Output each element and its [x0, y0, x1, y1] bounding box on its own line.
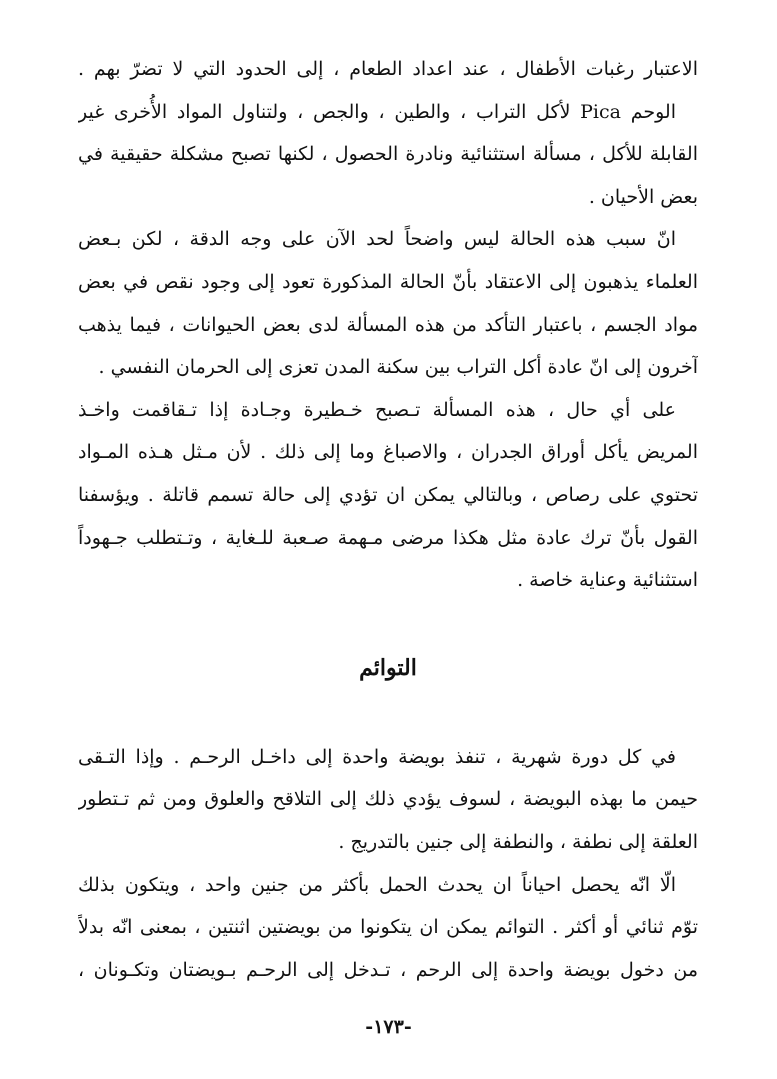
- text-line: في كل دورة شهرية ، تنفذ بويضة واحدة إلى داخـل الرحـم . وإذا التـقى: [78, 745, 676, 768]
- text-line: تحتوي على رصاص ، وبالتالي يمكن ان تؤدي إلى حالة تسمم قاتلة . ويؤسفنا: [78, 483, 698, 506]
- text-line: القابلة للأكل ، مسألة استثنائية ونادرة الحصول ، لكنها تصبح مشكلة حقيقية في: [78, 143, 698, 166]
- text-line: العلقة إلى نطفة ، والنطفة إلى جنين بالتدريج .: [338, 830, 698, 853]
- text-line: الاعتبار رغبات الأطفال ، عند اعداد الطعام ، إلى الحدود التي لا تضرّ بهم .: [78, 58, 698, 80]
- section-gap: [78, 698, 698, 736]
- page-number: -١٧٣-: [365, 1016, 412, 1038]
- paragraph-block-2: [78, 736, 698, 992]
- section-heading: التوائم: [359, 654, 417, 681]
- text-line: الّا انّه يحصل احياناً ان يحدث الحمل بأكثر من جنين واحد ، ويتكون بذلك: [78, 873, 676, 896]
- text-line: المريض يأكل أوراق الجدران ، والاصباغ وما إلى ذلك . لأن مـثل هـذه المـواد: [78, 441, 698, 464]
- text-line: مواد الجسم ، باعتبار التأكد من هذه المسألة لدى بعض الحيوانات ، فيما يذهب: [78, 313, 698, 336]
- text-line: حيمن ما بهذه البويضة ، لسوف يؤدي ذلك إلى التلاقح والعلوق ومن ثم تـتطور: [78, 788, 698, 811]
- text-line: بعض الأحيان .: [588, 185, 698, 208]
- text-line: استثنائية وعناية خاصة .: [517, 569, 698, 592]
- page-body: [78, 48, 698, 991]
- text-line: على أي حال ، هذه المسألة تـصبح خـطيرة وجـادة إذا تـقاقمت واخـذ: [78, 398, 676, 421]
- section-gap: [78, 602, 698, 638]
- text-line: القول بأنّ ترك عادة مثل هكذا مرضى مـهمة صـعبة للـغاية ، وتـتطلب جـهوداً: [78, 526, 698, 549]
- text-line: انّ سبب هذه الحالة ليس واضحاً لحد الآن على وجه الدقة ، لكن بـعض: [78, 228, 676, 251]
- text-line: توّم ثنائي أو أكثر . التوائم يمكن ان يتكونوا من بويضتين اثنتين ، بمعنى انّه بدلاً: [78, 916, 698, 939]
- text-line: العلماء يذهبون إلى الاعتقاد بأنّ الحالة المذكورة تعود إلى وجود نقص في بعض: [78, 270, 698, 293]
- text-line: الوحم Pica لأكل التراب ، والطين ، والجص ، ولتناول المواد الأُخرى غير: [78, 100, 676, 123]
- text-line: آخرون إلى انّ عادة أكل التراب بين سكنة المدن تعزى إلى الحرمان النفسي .: [98, 356, 698, 379]
- paragraph-block-1: [78, 48, 698, 602]
- text-line: من دخول بويضة واحدة إلى الرحم ، تـدخل إلى الرحـم بـويضتان وتكـونان ،: [78, 958, 698, 981]
